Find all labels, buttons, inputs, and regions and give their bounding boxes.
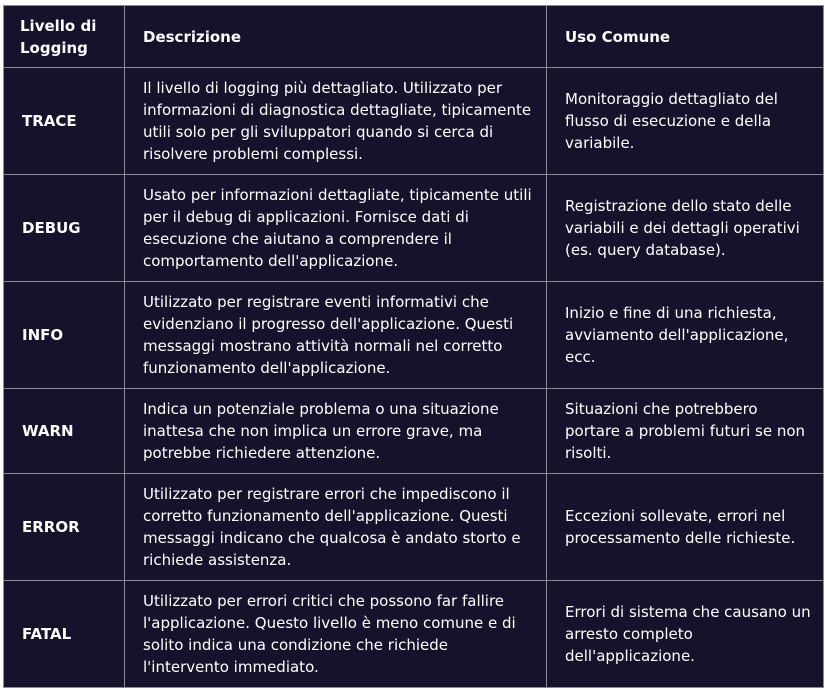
header-level: Livello di Logging xyxy=(4,6,125,68)
table-header-row xyxy=(4,6,824,68)
table-row xyxy=(4,581,824,688)
row-description: Il livello di logging più dettagliato. Utilizzato per informazioni di diagnostica dettagliate, tipicamente utili solo per gli sviluppatori quando si cerca di risolvere problemi complessi. xyxy=(125,68,547,175)
row-usage: Inizio e fine di una richiesta, avviamento dell'applicazione, ecc. xyxy=(547,282,824,389)
row-description: Utilizzato per errori critici che possono far fallire l'applicazione. Questo livello è meno comune e di solito indica una condizione che richiede l'intervento immediato. xyxy=(125,581,547,688)
row-description: Usato per informazioni dettagliate, tipicamente utili per il debug di applicazioni. Fornisce dati di esecuzione che aiutano a comprendere il comportamento dell'applicazione. xyxy=(125,175,547,282)
row-usage: Monitoraggio dettagliato del flusso di esecuzione e della variabile. xyxy=(547,68,824,175)
row-level: TRACE xyxy=(4,68,125,175)
row-level: FATAL xyxy=(4,581,125,688)
table-row xyxy=(4,282,824,389)
logging-levels-table-container xyxy=(3,5,823,688)
table-row xyxy=(4,175,824,282)
row-usage: Eccezioni sollevate, errori nel processamento delle richieste. xyxy=(547,474,824,581)
row-level: WARN xyxy=(4,389,125,474)
table-row xyxy=(4,68,824,175)
row-description: Indica un potenziale problema o una situazione inattesa che non implica un errore grave, ma potrebbe richiedere attenzione. xyxy=(125,389,547,474)
row-usage: Situazioni che potrebbero portare a problemi futuri se non risolti. xyxy=(547,389,824,474)
table-row xyxy=(4,389,824,474)
header-usage: Uso Comune xyxy=(547,6,824,68)
row-usage: Registrazione dello stato delle variabili e dei dettagli operativi (es. query database). xyxy=(547,175,824,282)
row-level: INFO xyxy=(4,282,125,389)
row-level: ERROR xyxy=(4,474,125,581)
row-usage: Errori di sistema che causano un arresto completo dell'applicazione. xyxy=(547,581,824,688)
row-description: Utilizzato per registrare eventi informativi che evidenziano il progresso dell'applicazione. Questi messaggi mostrano attività normali nel corretto funzionamento dell'applicazione. xyxy=(125,282,547,389)
header-description: Descrizione xyxy=(125,6,547,68)
row-description: Utilizzato per registrare errori che impediscono il corretto funzionamento dell'applicazione. Questi messaggi indicano che qualcosa è andato storto e richiede assistenza. xyxy=(125,474,547,581)
row-level: DEBUG xyxy=(4,175,125,282)
logging-levels-table xyxy=(3,5,824,688)
table-row xyxy=(4,474,824,581)
